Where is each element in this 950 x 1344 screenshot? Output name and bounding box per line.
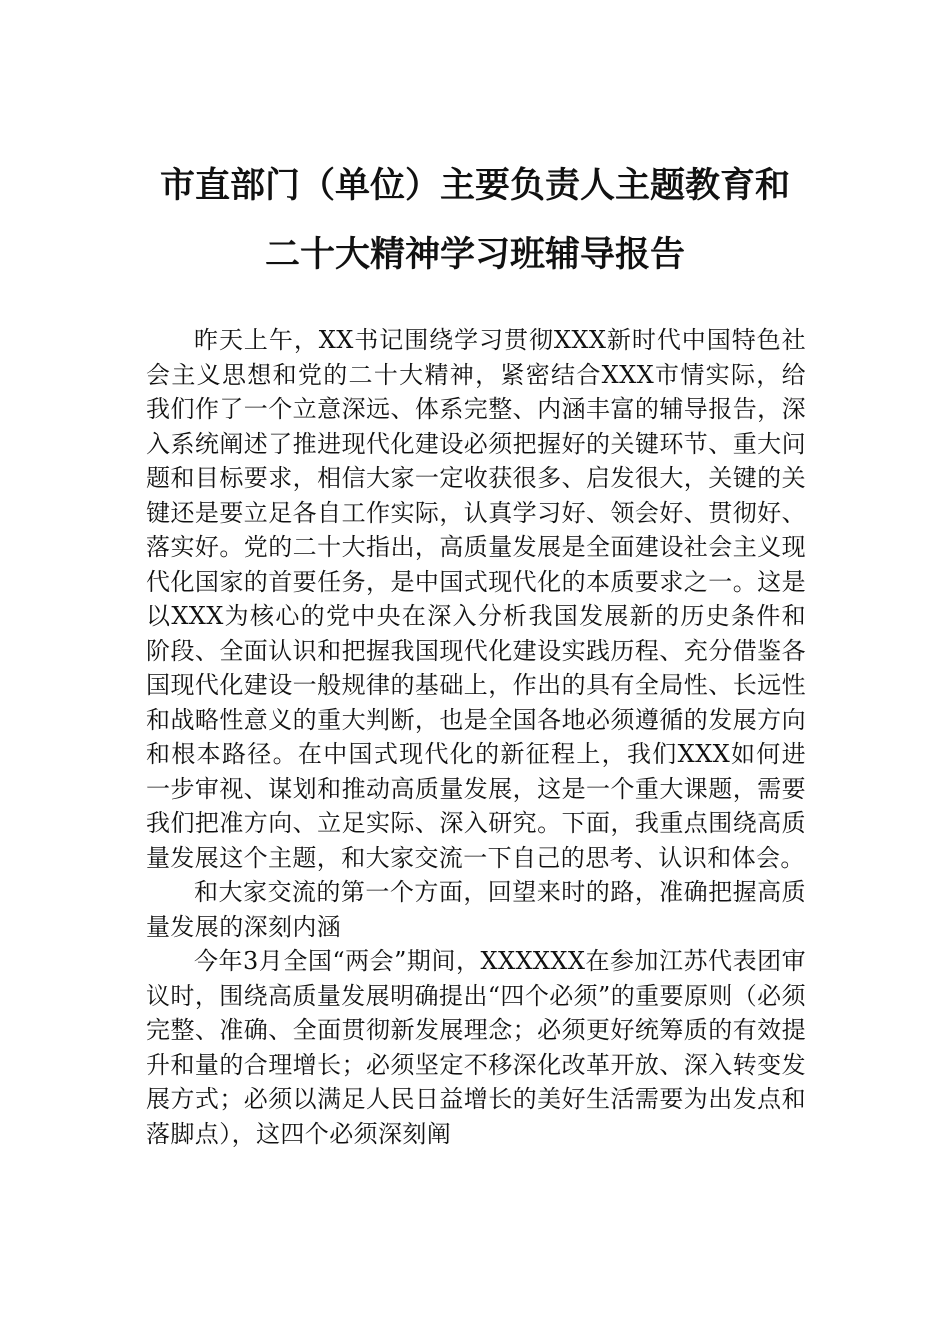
document-title-line-1: 市直部门（单位）主要负责人主题教育和 <box>159 165 790 206</box>
body-paragraph-section-heading: 和大家交流的第一个方面，回望来时的路，准确把握高质量发展的深刻内涵 <box>146 878 806 941</box>
document-body <box>146 323 806 1151</box>
body-paragraph-four-musts: 今年3月全国“两会”期间，XXXXXX在参加江苏代表团审议时，围绕高质量发展明确提出“四个必须”的重要原则（必须完整、准确、全面贯彻新发展理念；必须更好统筹质的有效提升和量的合理增长；必须坚定不移深化改革开放、深入转变发展方式；必须以满足人民日益增长的美好生活需要为出发点和落脚点），这四个必须深刻阐 <box>146 947 806 1148</box>
document-title-line-2: 二十大精神学习班辅导报告 <box>264 234 685 275</box>
body-paragraph-intro: 昨天上午，XX书记围绕学习贯彻XXX新时代中国特色社会主义思想和党的二十大精神，紧密结合XXX市情实际，给我们作了一个立意深远、体系完整、内涵丰富的辅导报告，深入系统阐述了推进现代化建设必须把握好的关键环节、重大问题和目标要求，相信大家一定收获很多、启发很大，关键的关键还是要立足各自工作实际，认真学习好、领会好、贯彻好、落实好。党的二十大指出，高质量发展是全面建设社会主义现代化国家的首要任务，是中国式现代化的本质要求之一。这是以XXX为核心的党中央在深入分析我国发展新的历史条件和阶段、全面认识和把握我国现代化建设实践历程、充分借鉴各国现代化建设一般规律的基础上，作出的具有全局性、长远性和战略性意义的重大判断，也是全国各地必须遵循的发展方向和根本路径。在中国式现代化的新征程上，我们XXX如何进一步审视、谋划和推动高质量发展，这是一个重大课题，需要我们把准方向、立足实际、深入研究。下面，我重点围绕高质量发展这个主题，和大家交流一下自己的思考、认识和体会。 <box>146 326 806 872</box>
